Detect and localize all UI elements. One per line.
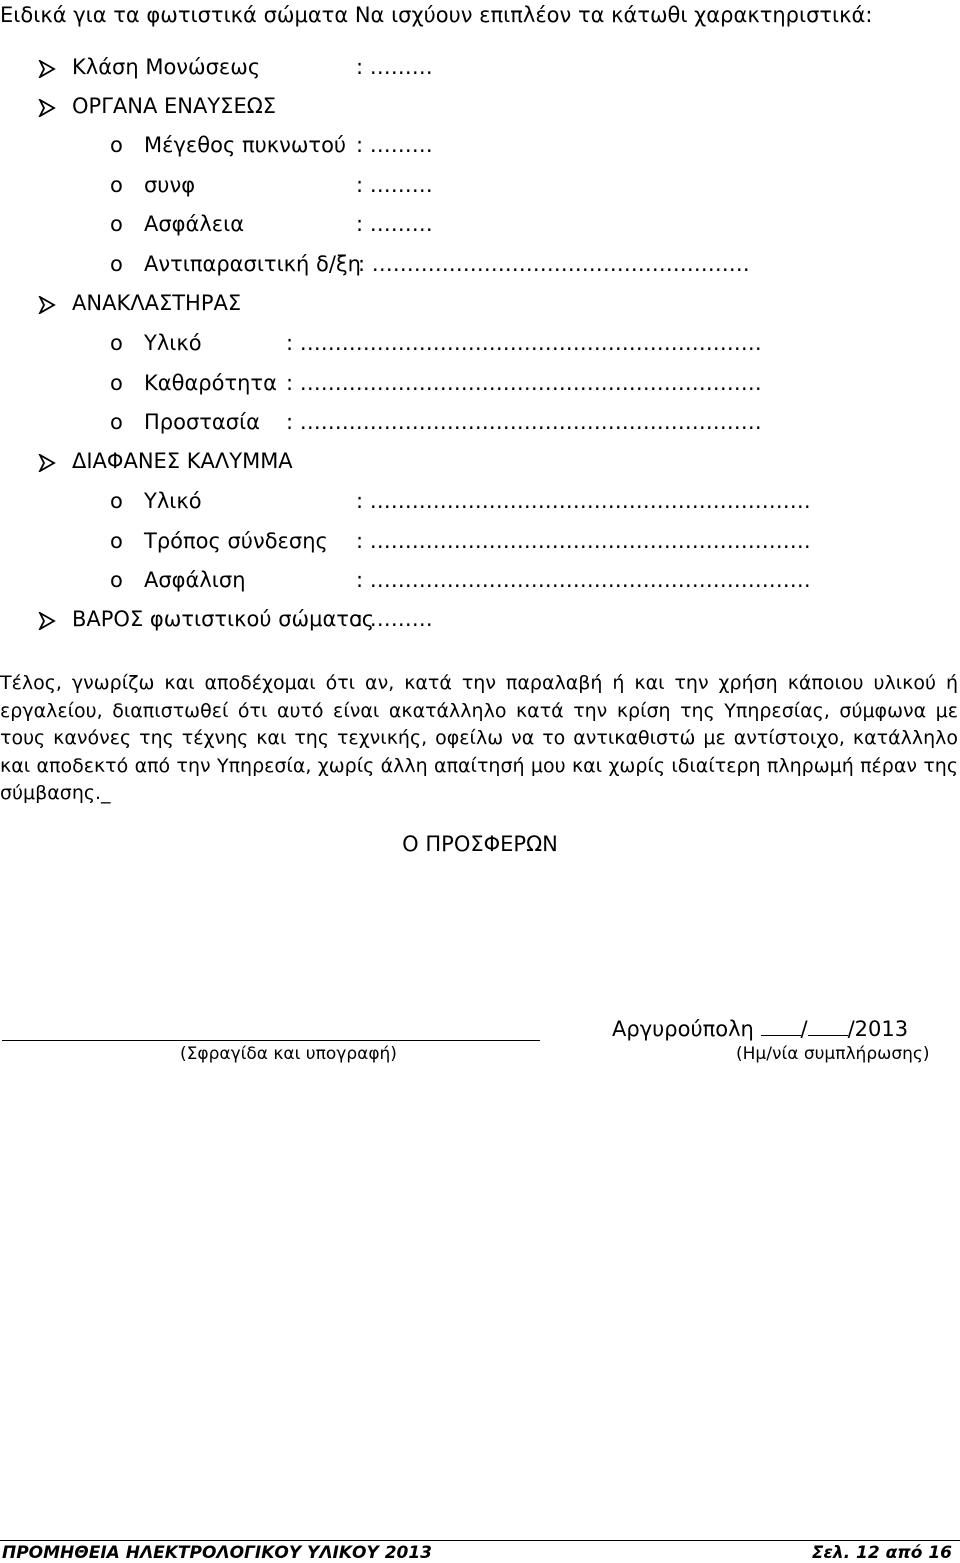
footer-title: ΠΡΟΜΗΘΕΙΑ ΗΛΕΚΤΡΟΛΟΓΙΚΟΥ ΥΛΙΚΟΥ 2013	[2, 1543, 433, 1563]
reflector-label: ΑΝΑΚΛΑΣΤΗΡΑΣ	[72, 291, 242, 315]
weight-value: : ………	[356, 607, 433, 631]
capacitor-size-value: : ………	[356, 133, 433, 157]
class-label: Κλάση Μονώσεως	[72, 55, 261, 79]
power-factor-label: συνφ	[144, 173, 196, 197]
interference-value: : ………………………………………………	[358, 252, 750, 276]
arrow-bullet-icon	[38, 99, 56, 117]
sub-bullet: o	[110, 529, 123, 553]
fuse-value: : ………	[356, 212, 433, 236]
sub-bullet: o	[110, 331, 123, 355]
reflector-material-label: Υλικό	[144, 331, 202, 355]
sub-bullet: o	[110, 173, 123, 197]
date-slash: /	[800, 1017, 808, 1041]
cover-material-label: Υλικό	[144, 489, 202, 513]
reflector-material-value: : …………………………………………………………	[286, 331, 762, 355]
reflector-protection-label: Προστασία	[144, 410, 261, 434]
signature-line	[2, 1040, 540, 1041]
sub-bullet: o	[110, 371, 123, 395]
cover-connection-label: Τρόπος σύνδεσης	[144, 529, 328, 553]
capacitor-size-label: Μέγεθος πυκνωτού	[144, 133, 347, 157]
cover-lock-value: : ………………………………………………………	[356, 568, 811, 592]
declaration-paragraph: Τέλος, γνωρίζω και αποδέχομαι ότι αν, κατά την παραλαβή ή και την χρήση κάποιου υλικού ή εργαλείου, διαπιστωθεί ότι αυτό είναι ακατάλληλο κατά την κρίση της Υπηρεσίας, σύμφωνα με τους κανόνες της τέχνης και της τεχνικής, οφείλω να το αντικαθιστώ με αντίστοιχο, κατάλληλο και αποδεκτό από την Υπηρεσία, χωρίς άλλη απαίτησή μου και χωρίς ιδιαίτερη πληρωμή πέραν της σύμβασης._	[0, 672, 958, 804]
date-year: /2013	[847, 1017, 909, 1041]
date-line	[612, 1017, 908, 1041]
intro-text: Ειδικά για τα φωτιστικά σώματα Να ισχύουν επιπλέον τα κάτωθι χαρακτηριστικά:	[0, 3, 873, 27]
month-blank	[808, 1017, 848, 1036]
sub-bullet: o	[110, 252, 123, 276]
day-blank	[761, 1017, 801, 1036]
place-label: Αργυρούπολη	[612, 1017, 754, 1041]
cover-material-value: : ………………………………………………………	[356, 489, 811, 513]
sub-bullet: o	[110, 410, 123, 434]
sub-bullet: o	[110, 133, 123, 157]
arrow-bullet-icon	[38, 296, 56, 314]
sub-bullet: o	[110, 489, 123, 513]
sub-bullet: o	[110, 212, 123, 236]
weight-label: ΒΑΡΟΣ φωτιστικού σώματος	[72, 607, 375, 631]
reflector-purity-label: Καθαρότητα	[144, 371, 277, 395]
reflector-protection-value: : …………………………………………………………	[286, 410, 762, 434]
stamp-signature-caption: (Σφραγίδα και υπογραφή)	[180, 1044, 397, 1064]
cover-connection-value: : ………………………………………………………	[356, 529, 811, 553]
date-caption: (Ημ/νία συμπλήρωσης)	[736, 1044, 930, 1064]
class-value: : ………	[356, 55, 433, 79]
footer-divider	[0, 1540, 960, 1541]
organa-label: ΟΡΓΑΝΑ ΕΝΑΥΣΕΩΣ	[72, 94, 277, 118]
arrow-bullet-icon	[38, 612, 56, 630]
page-number: Σελ. 12 από 16	[811, 1543, 952, 1563]
cover-lock-label: Ασφάλιση	[144, 568, 246, 592]
power-factor-value: : ………	[356, 173, 433, 197]
sub-bullet: o	[110, 568, 123, 592]
arrow-bullet-icon	[38, 454, 56, 472]
cover-label: ΔΙΑΦΑΝΕΣ ΚΑΛΥΜΜΑ	[72, 449, 293, 473]
fuse-label: Ασφάλεια	[144, 212, 245, 236]
offerer-heading: Ο ΠΡΟΣΦΕΡΩΝ	[402, 832, 558, 856]
reflector-purity-value: : …………………………………………………………	[286, 371, 762, 395]
arrow-bullet-icon	[38, 60, 56, 78]
interference-label: Αντιπαρασιτική δ/ξη	[144, 252, 361, 276]
